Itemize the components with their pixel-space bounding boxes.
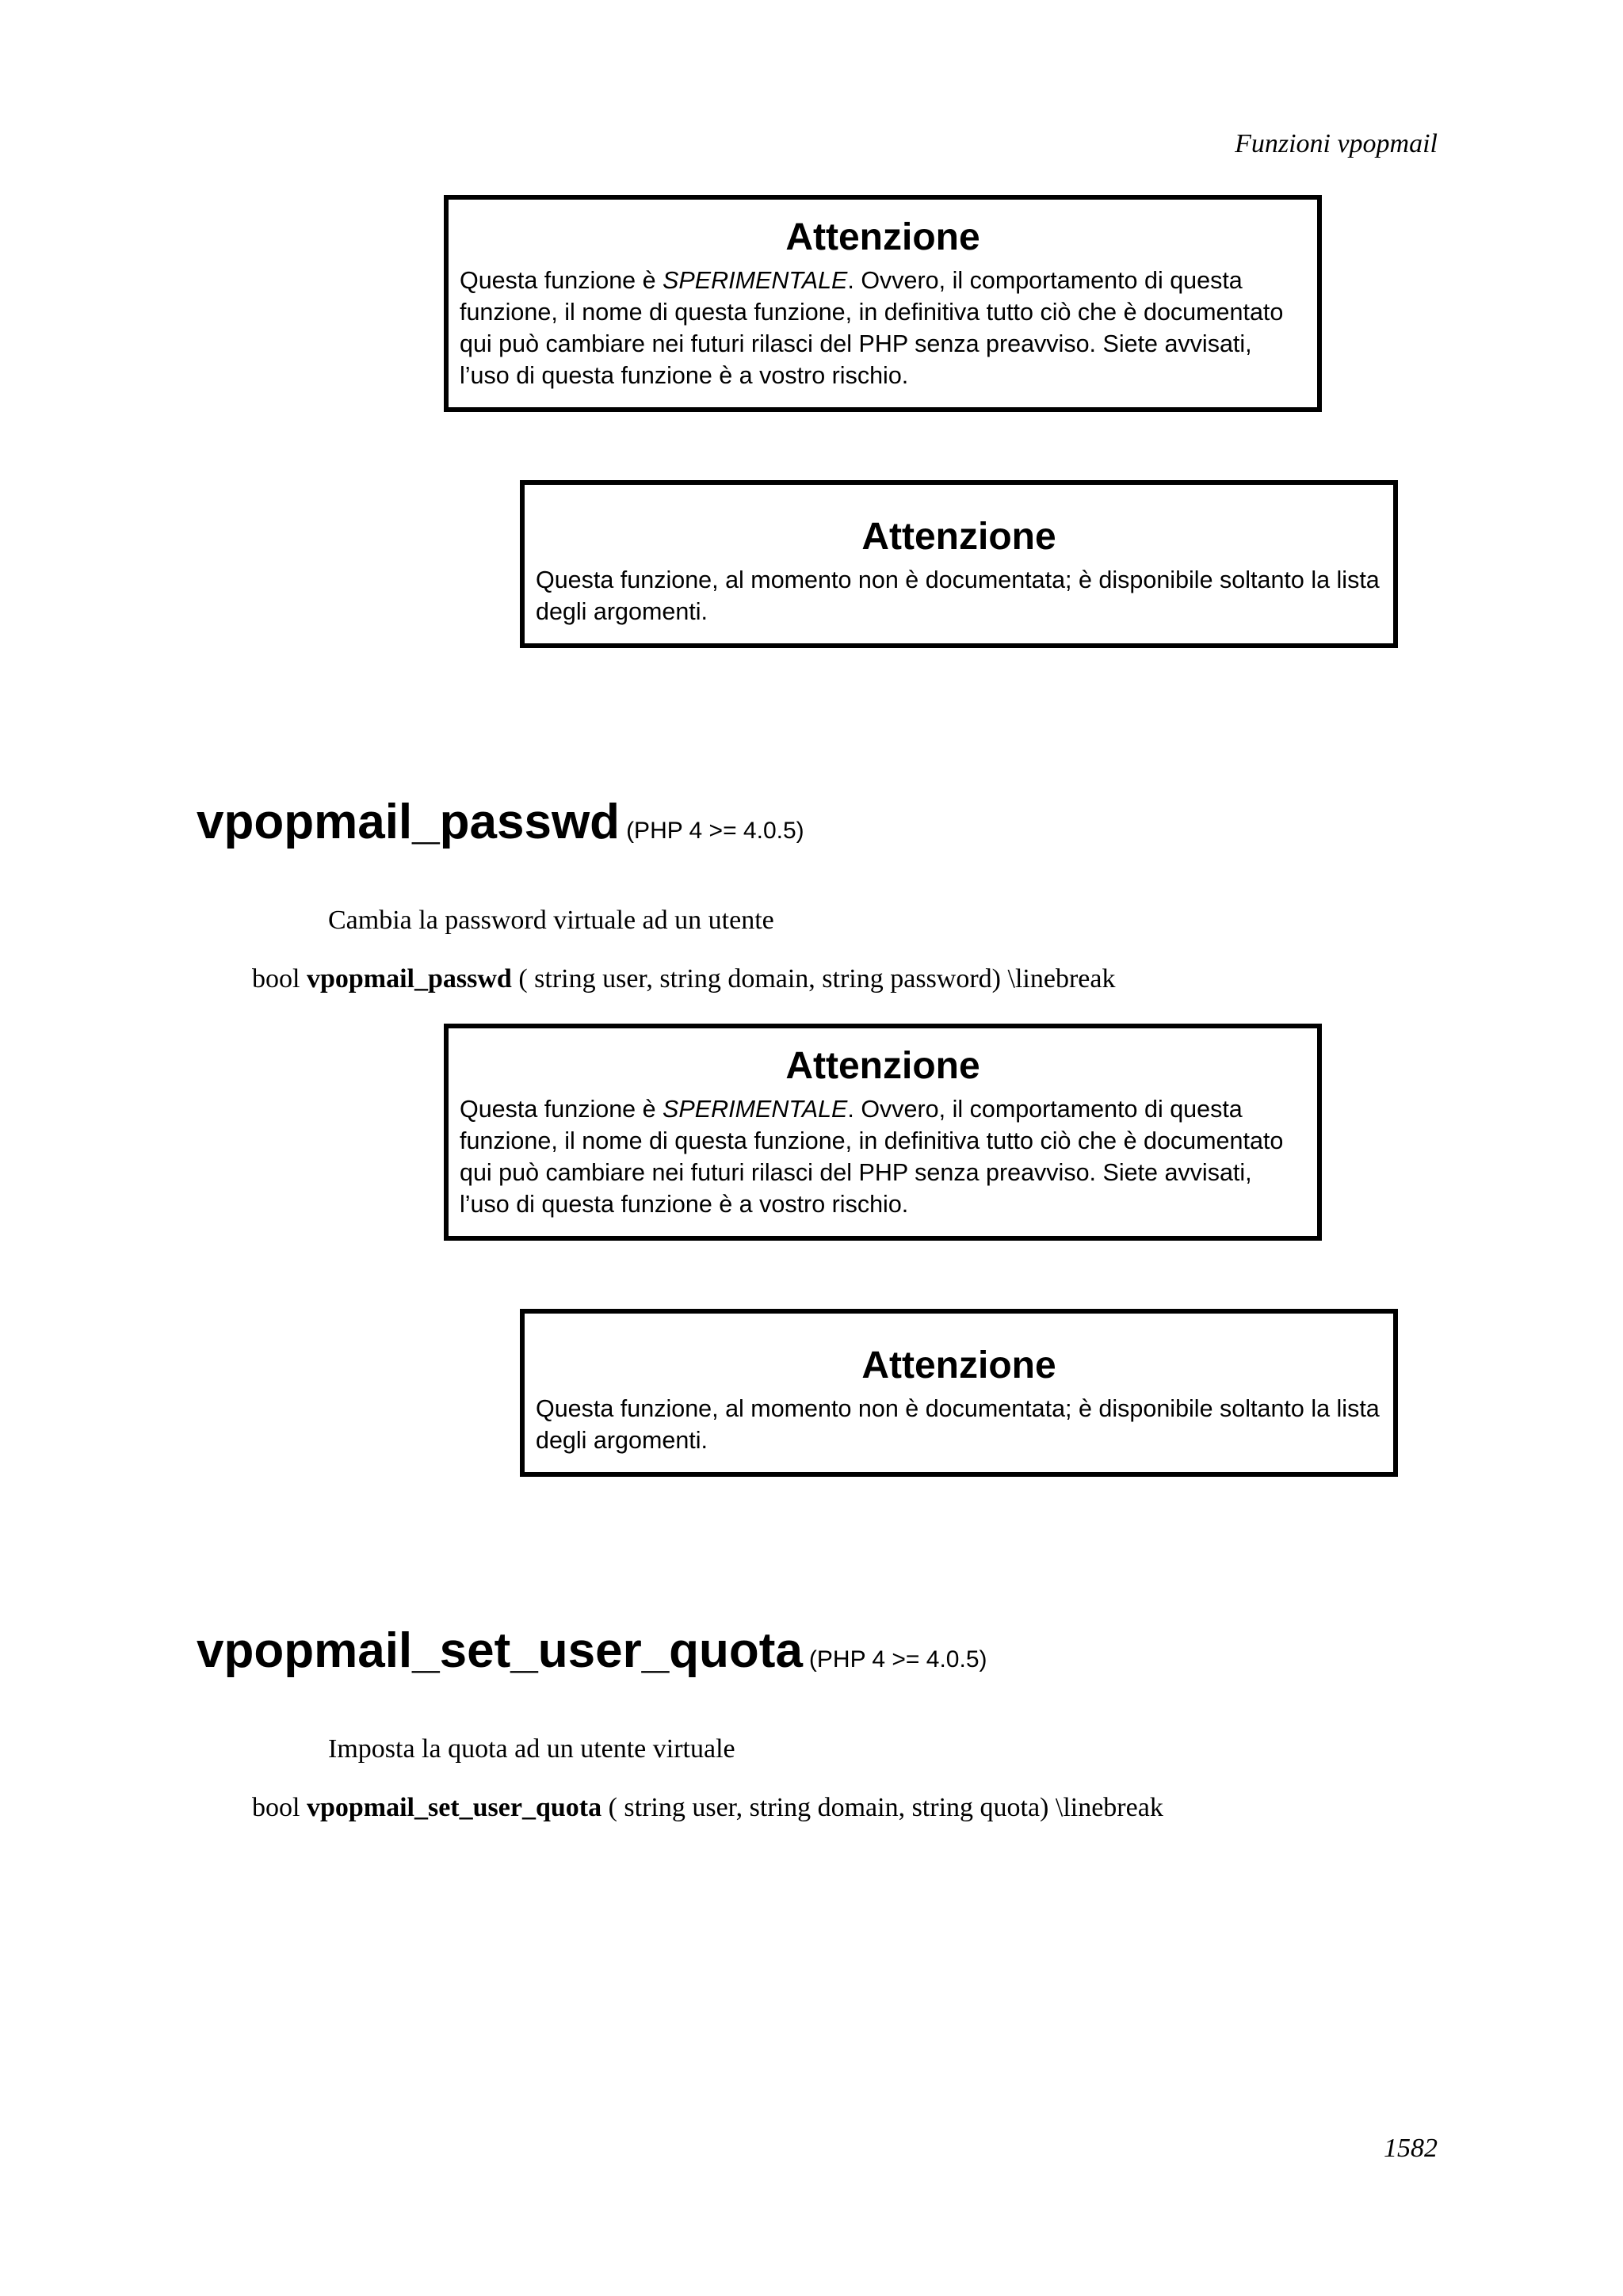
warning-title: Attenzione [785, 216, 980, 258]
function-synopsis [252, 962, 1115, 997]
function-version: (PHP 4 >= 4.0.5) [808, 1646, 987, 1672]
warning-undocumented-box [520, 1309, 1398, 1477]
warning-title: Attenzione [861, 1344, 1056, 1386]
function-name: vpopmail_set_user_quota [197, 1623, 803, 1678]
warning-title: Attenzione [861, 516, 1056, 558]
running-header: Funzioni vpopmail [1235, 129, 1438, 158]
warning-text-prefix: Questa funzione è [460, 267, 663, 294]
warning-text: Questa funzione, al momento non è documentata; è disponibile soltanto la lista degli argomenti. [536, 566, 1380, 625]
warning-text [460, 265, 1306, 391]
warning-emphasis: SPERIMENTALE [663, 1096, 848, 1123]
warning-emphasis: SPERIMENTALE [663, 267, 848, 294]
warning-text-suffix: . Ovvero, il comportamento di questa funzione, il nome di questa funzione, in definitiva tutto ciò che è documentato qui può cambiare nei futuri rilasci del PHP senza preavviso. Siete avvisati, l’uso di questa funzione è a vostro rischio. [460, 1096, 1284, 1218]
warning-text-suffix: . Ovvero, il comportamento di questa funzione, il nome di questa funzione, in definitiva tutto ciò che è documentato qui può cambiare nei futuri rilasci del PHP senza preavviso. Siete avvisati, l’uso di questa funzione è a vostro rischio. [460, 267, 1284, 389]
synopsis-function-name: vpopmail_passwd [306, 964, 512, 994]
page-number: 1582 [1384, 2134, 1438, 2163]
synopsis-params: ( string user, string domain, string quota) \linebreak [608, 1793, 1163, 1822]
function-heading [197, 1619, 987, 1695]
warning-text-prefix: Questa funzione è [460, 1096, 663, 1123]
synopsis-params: ( string user, string domain, string password) \linebreak [518, 964, 1116, 994]
warning-experimental-box [444, 1024, 1322, 1241]
warning-undocumented-box [520, 480, 1398, 648]
synopsis-function-name: vpopmail_set_user_quota [306, 1793, 602, 1822]
function-name: vpopmail_passwd [197, 795, 621, 849]
function-heading [197, 791, 804, 867]
warning-text [460, 1093, 1306, 1220]
warning-title: Attenzione [785, 1045, 980, 1087]
return-type: bool [252, 964, 300, 994]
function-purpose: Cambia la password virtuale ad un utente [328, 906, 774, 935]
warning-text: Questa funzione, al momento non è documentata; è disponibile soltanto la lista degli argomenti. [536, 1395, 1380, 1454]
return-type: bool [252, 1793, 300, 1822]
warning-experimental-box [444, 195, 1322, 412]
function-purpose: Imposta la quota ad un utente virtuale [328, 1734, 735, 1764]
function-version: (PHP 4 >= 4.0.5) [626, 818, 804, 844]
function-synopsis [252, 1791, 1163, 1825]
